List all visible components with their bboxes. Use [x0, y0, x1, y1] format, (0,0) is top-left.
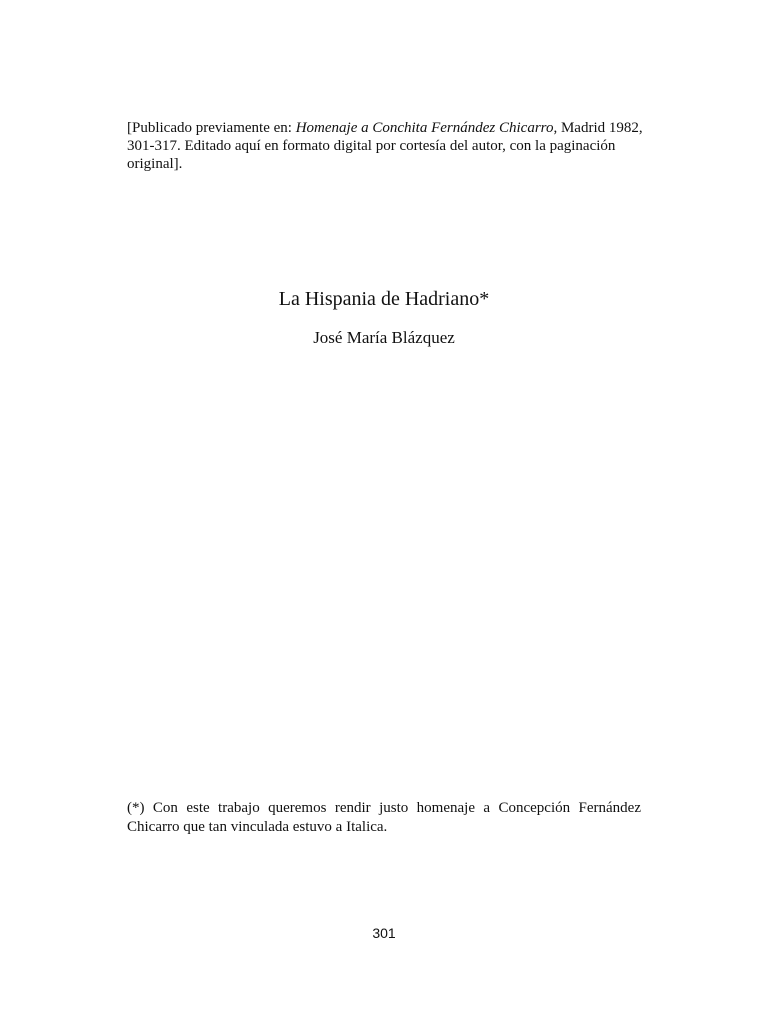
publication-note-suffix: , Madrid 1982, 301-317. Editado aquí en formato digital por cortesía del autor, con la paginación original]. [127, 120, 643, 172]
article-title: La Hispania de Hadriano* [278, 288, 490, 310]
publication-note [127, 119, 647, 173]
footnote-line-2: Chicarro que tan vinculada estuvo a Italica. [127, 819, 388, 835]
footnote [127, 799, 641, 837]
publication-note-prefix: [Publicado previamente en: [127, 120, 296, 136]
footnote-line-1: (*) Con este trabajo queremos rendir justo homenaje a Concepción Fernández [127, 800, 641, 816]
publication-source-title: Homenaje a Conchita Fernández Chicarro [295, 120, 554, 136]
article-author: José María Blázquez [313, 328, 455, 347]
page-number: 301 [372, 925, 396, 941]
